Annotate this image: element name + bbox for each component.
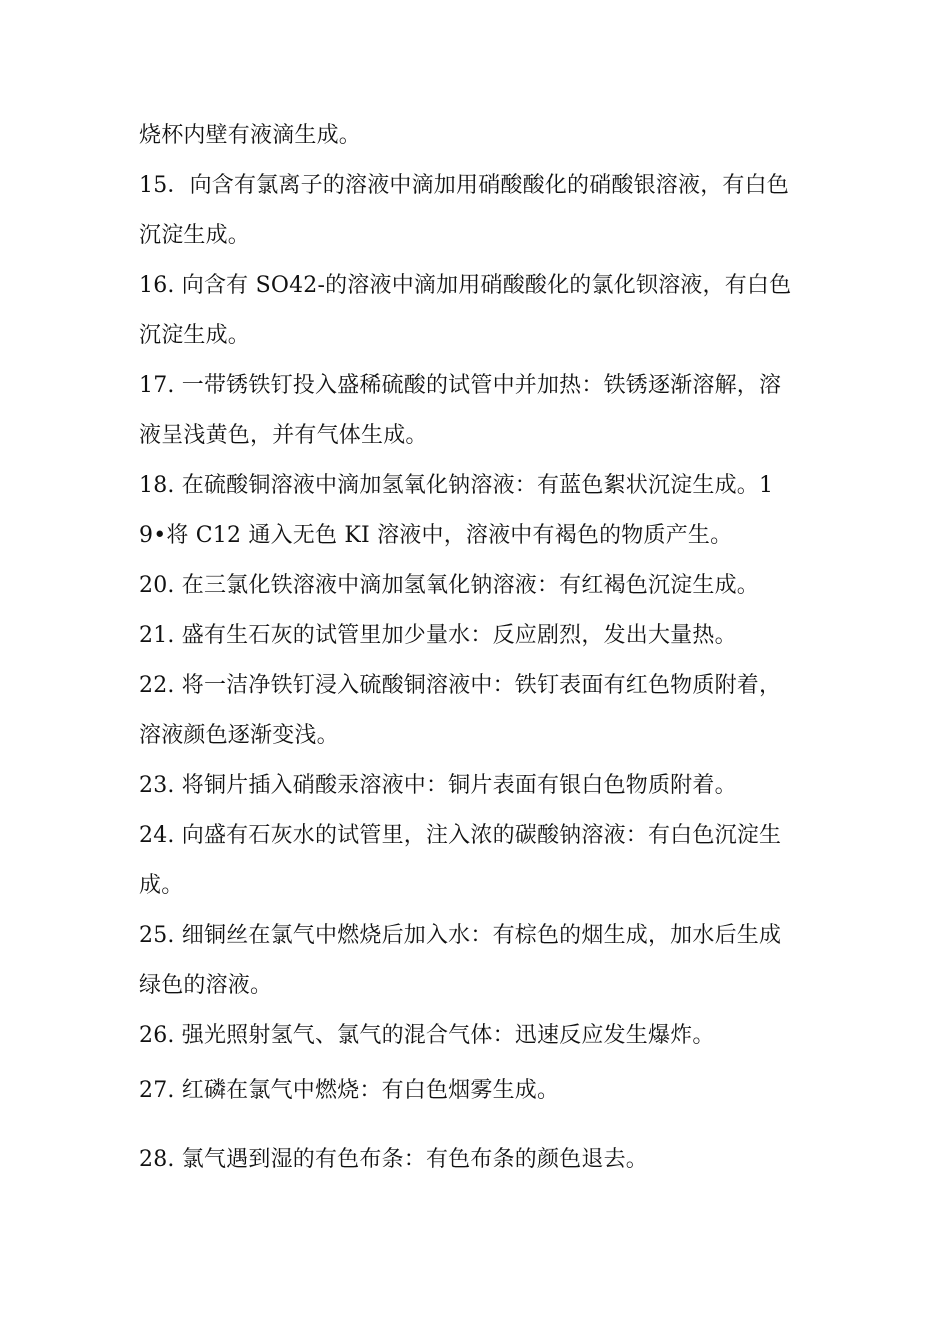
text-line: 23. 将铜片插入硝酸汞溶液中：铜片表面有银白色物质附着。 <box>139 773 737 798</box>
text-line: 16. 向含有 SO42-的溶液中滴加用硝酸酸化的氯化钡溶液，有白色 <box>139 273 792 298</box>
text-line: 烧杯内壁有液滴生成。 <box>139 123 362 148</box>
text-line: 17. 一带锈铁钉投入盛稀硫酸的试管中并加热：铁锈逐渐溶解，溶 <box>139 373 782 398</box>
text-line: 20. 在三氯化铁溶液中滴加氢氧化钠溶液：有红褐色沉淀生成。 <box>139 573 759 598</box>
text-line: 15．向含有氯离子的溶液中滴加用硝酸酸化的硝酸银溶液，有白色 <box>139 173 789 198</box>
text-line: 22. 将一洁净铁钉浸入硫酸铜溶液中：铁钉表面有红色物质附着， <box>139 673 782 698</box>
text-line: 绿色的溶液。 <box>139 973 273 998</box>
text-line: 液呈浅黄色，并有气体生成。 <box>139 423 428 448</box>
text-line: 溶液颜色逐渐变浅。 <box>139 723 339 748</box>
text-line: 18. 在硫酸铜溶液中滴加氢氧化钠溶液：有蓝色絮状沉淀生成。1 <box>139 473 774 498</box>
text-line: 27. 红磷在氯气中燃烧：有白色烟雾生成。 <box>139 1078 560 1103</box>
text-line: 沉淀生成。 <box>139 323 251 348</box>
text-line: 21. 盛有生石灰的试管里加少量水：反应剧烈，发出大量热。 <box>139 623 737 648</box>
text-line: 9•将 C12 通入无色 KI 溶液中，溶液中有褐色的物质产生。 <box>139 523 733 548</box>
text-line: 26. 强光照射氢气、氯气的混合气体：迅速反应发生爆炸。 <box>139 1023 715 1048</box>
text-line: 28. 氯气遇到湿的有色布条：有色布条的颜色退去。 <box>139 1147 648 1172</box>
text-line: 25. 细铜丝在氯气中燃烧后加入水：有棕色的烟生成，加水后生成 <box>139 923 782 948</box>
text-line: 24. 向盛有石灰水的试管里，注入浓的碳酸钠溶液：有白色沉淀生 <box>139 823 782 848</box>
text-line: 成。 <box>139 873 184 898</box>
text-line: 沉淀生成。 <box>139 223 251 248</box>
